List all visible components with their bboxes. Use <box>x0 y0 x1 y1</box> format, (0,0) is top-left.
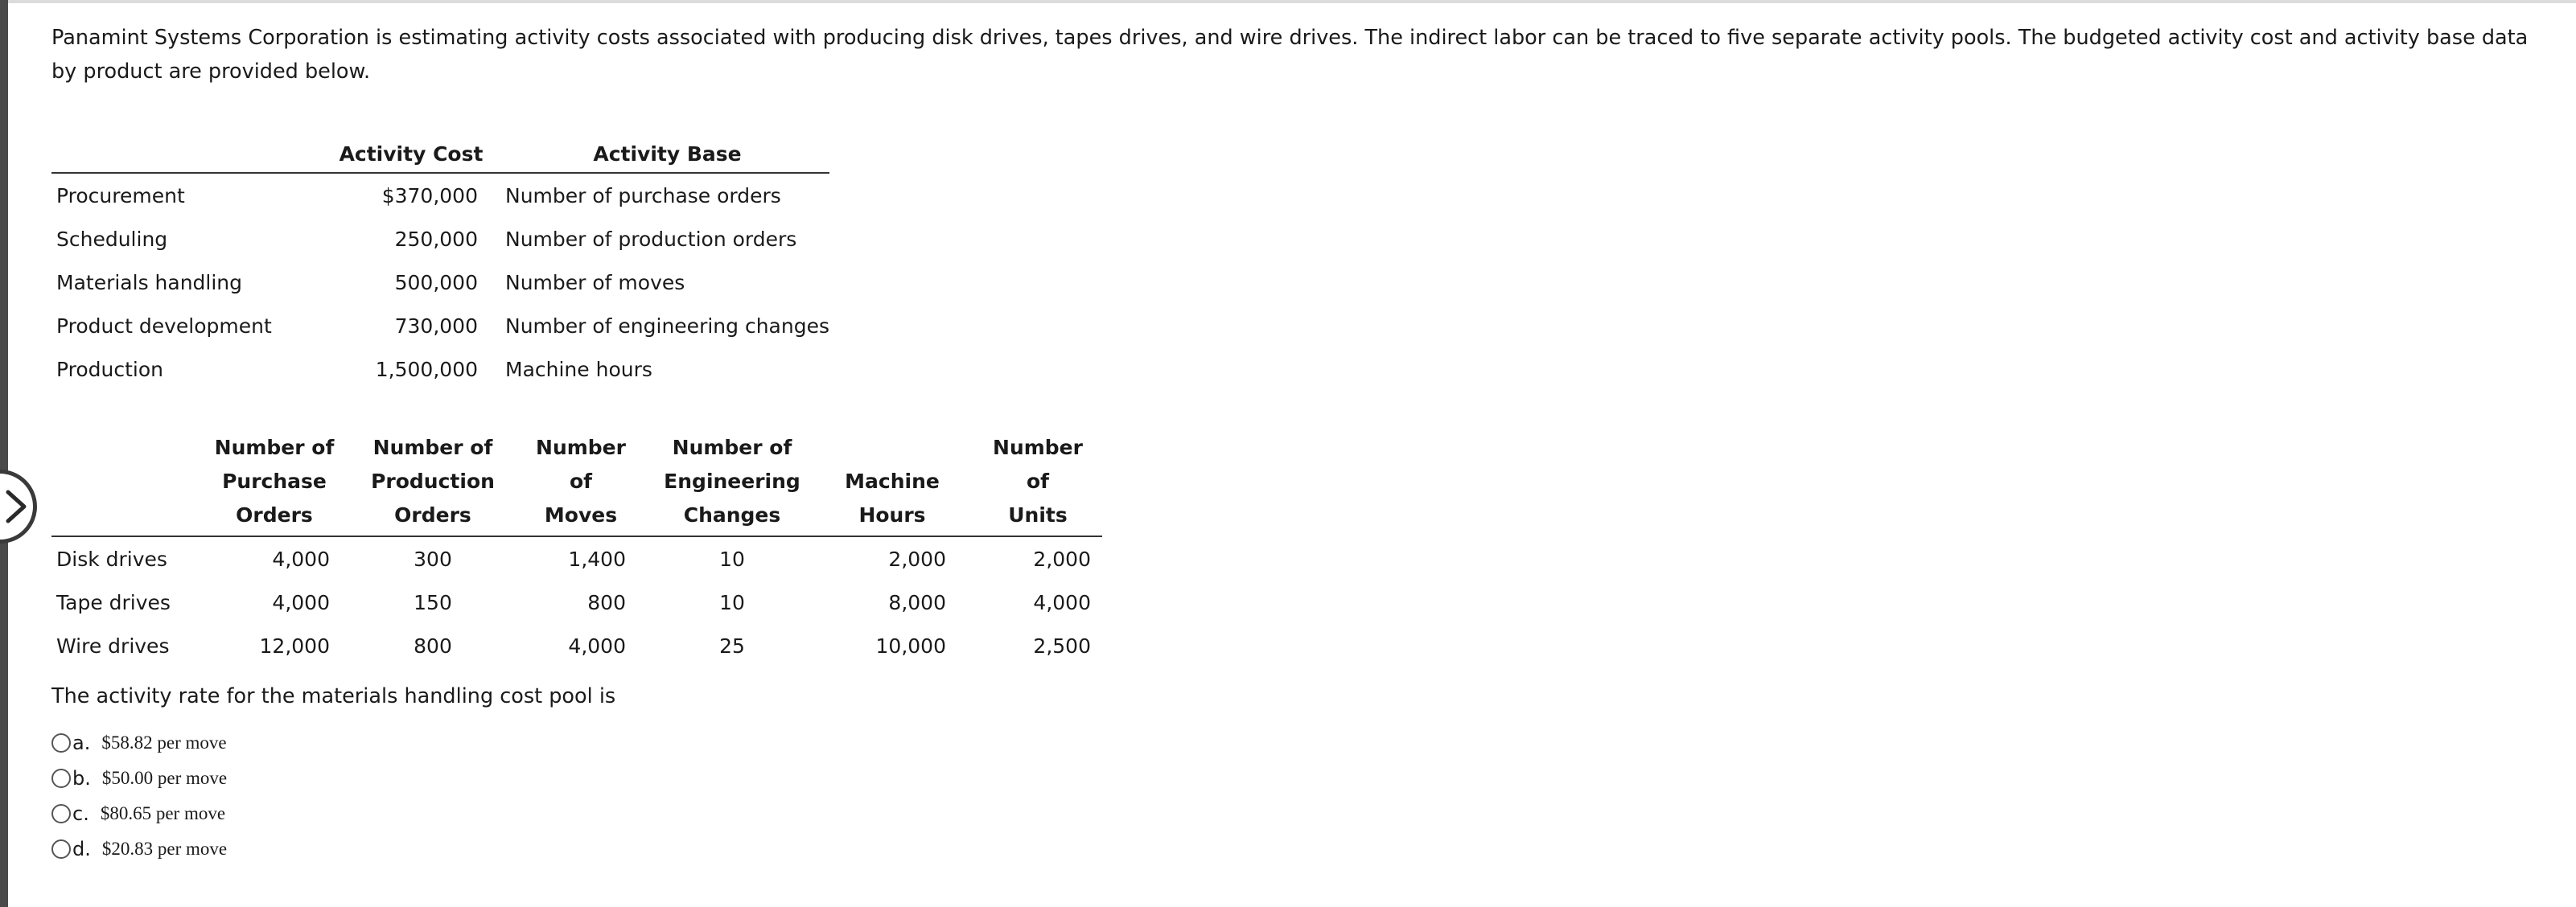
table-header-row <box>51 431 1102 536</box>
table-row <box>51 624 1102 667</box>
cell-value: 2,000 <box>1033 547 1091 571</box>
radio-button[interactable] <box>51 804 71 823</box>
option-dot: . <box>84 767 91 790</box>
next-question-button[interactable] <box>0 470 37 544</box>
header-line: Engineering <box>664 470 800 493</box>
activity-cost-table <box>51 135 829 391</box>
header-line: Number of <box>372 436 493 459</box>
option-letter: b <box>72 767 85 790</box>
cell-value: 4,000 <box>272 547 330 571</box>
table-row <box>51 304 829 347</box>
cell-value: 4,000 <box>568 634 626 658</box>
option-dot: . <box>84 732 91 754</box>
header-activity-base: Activity Base <box>505 135 829 173</box>
problem-intro: Panamint Systems Corporation is estimating activity costs associated with producing disk drives, tapes drives, and wire drives. The indirect labor can be traced to five separate activity pools. The budgeted activity cost and activity base data by product are provided below. <box>51 26 2529 84</box>
option-letter: a <box>72 732 84 754</box>
activity-base: Number of moves <box>505 270 685 294</box>
header-line: Number of <box>672 436 792 459</box>
activity-cost: $370,000 <box>381 183 478 207</box>
header-line: Changes <box>683 503 781 527</box>
cell-value: 150 <box>414 590 452 614</box>
cell-value: 10,000 <box>875 634 946 658</box>
answer-options <box>51 725 227 867</box>
cell-value: 10 <box>719 547 745 571</box>
window-left-frame <box>0 0 8 907</box>
header-line: Machine <box>845 470 940 493</box>
option-text: $50.00 per move <box>101 768 228 788</box>
header-line: Hours <box>858 503 926 527</box>
activity-base: Number of production orders <box>505 227 797 251</box>
cell-value: 10 <box>719 590 745 614</box>
cell-value: 8,000 <box>888 590 946 614</box>
answer-option-c[interactable] <box>51 796 227 831</box>
header-production-orders <box>357 431 508 536</box>
header-engineering-changes <box>653 431 811 536</box>
product-name: Wire drives <box>56 634 170 658</box>
option-letter: d <box>72 838 85 860</box>
table-row <box>51 217 829 261</box>
table-header-row <box>51 135 829 173</box>
header-line: Orders <box>236 503 313 527</box>
header-line: Moves <box>544 503 618 527</box>
answer-option-b[interactable] <box>51 761 227 796</box>
header-line: Number <box>993 436 1083 459</box>
table-row <box>51 347 829 391</box>
answer-option-d[interactable] <box>51 831 227 867</box>
header-line: Production <box>371 470 495 493</box>
radio-button[interactable] <box>51 769 71 788</box>
header-product <box>51 431 191 536</box>
table-row <box>51 536 1102 581</box>
option-letter: c <box>72 802 84 825</box>
cell-value: 1,400 <box>568 547 626 571</box>
header-activity <box>51 135 317 173</box>
header-line: Number <box>536 436 626 459</box>
header-moves <box>508 431 653 536</box>
header-line <box>811 431 973 465</box>
header-line: of <box>1026 470 1050 493</box>
header-purchase-orders <box>191 431 357 536</box>
radio-button[interactable] <box>51 733 71 753</box>
activity-cost: 1,500,000 <box>375 357 478 381</box>
activity-name: Product development <box>56 314 272 338</box>
answer-option-a[interactable] <box>51 725 227 761</box>
option-text: $80.65 per move <box>100 803 226 823</box>
activity-name: Procurement <box>56 183 185 207</box>
cell-value: 2,000 <box>888 547 946 571</box>
table-row <box>51 261 829 304</box>
product-name: Tape drives <box>56 590 171 614</box>
activity-cost: 730,000 <box>394 314 478 338</box>
cell-value: 25 <box>719 634 745 658</box>
header-line: Number of <box>214 436 335 459</box>
cell-value: 2,500 <box>1033 634 1091 658</box>
header-line: of <box>569 470 593 493</box>
activity-cost: 250,000 <box>394 227 478 251</box>
activity-name: Production <box>56 357 164 381</box>
question-content <box>51 21 2553 88</box>
cell-value: 300 <box>414 547 452 571</box>
cell-value: 800 <box>587 590 626 614</box>
radio-button[interactable] <box>51 839 71 859</box>
activity-base: Number of engineering changes <box>505 314 829 338</box>
table-row <box>51 581 1102 624</box>
activity-name: Materials handling <box>56 270 243 294</box>
activity-base: Machine hours <box>505 357 652 381</box>
cell-value: 12,000 <box>259 634 330 658</box>
option-text: $58.82 per move <box>101 733 227 753</box>
option-dot: . <box>83 802 89 825</box>
window-top-border <box>8 0 2576 3</box>
header-line: Orders <box>394 503 471 527</box>
product-name: Disk drives <box>56 547 167 571</box>
option-text: $20.83 per move <box>101 839 228 859</box>
cell-value: 4,000 <box>1033 590 1091 614</box>
header-line: Units <box>1008 503 1068 527</box>
option-dot: . <box>84 838 91 860</box>
table-row <box>51 173 829 217</box>
header-activity-cost: Activity Cost <box>317 135 505 173</box>
chevron-right-icon <box>5 489 27 524</box>
cell-value: 800 <box>414 634 452 658</box>
activity-base: Number of purchase orders <box>505 183 781 207</box>
header-units <box>973 431 1102 536</box>
header-line: Purchase <box>222 470 327 493</box>
header-machine-hours <box>811 431 973 536</box>
cell-value: 4,000 <box>272 590 330 614</box>
activity-name: Scheduling <box>56 227 168 251</box>
question-prompt: The activity rate for the materials handling cost pool is <box>51 684 616 708</box>
activity-cost: 500,000 <box>394 270 478 294</box>
product-activity-table <box>51 431 1102 667</box>
